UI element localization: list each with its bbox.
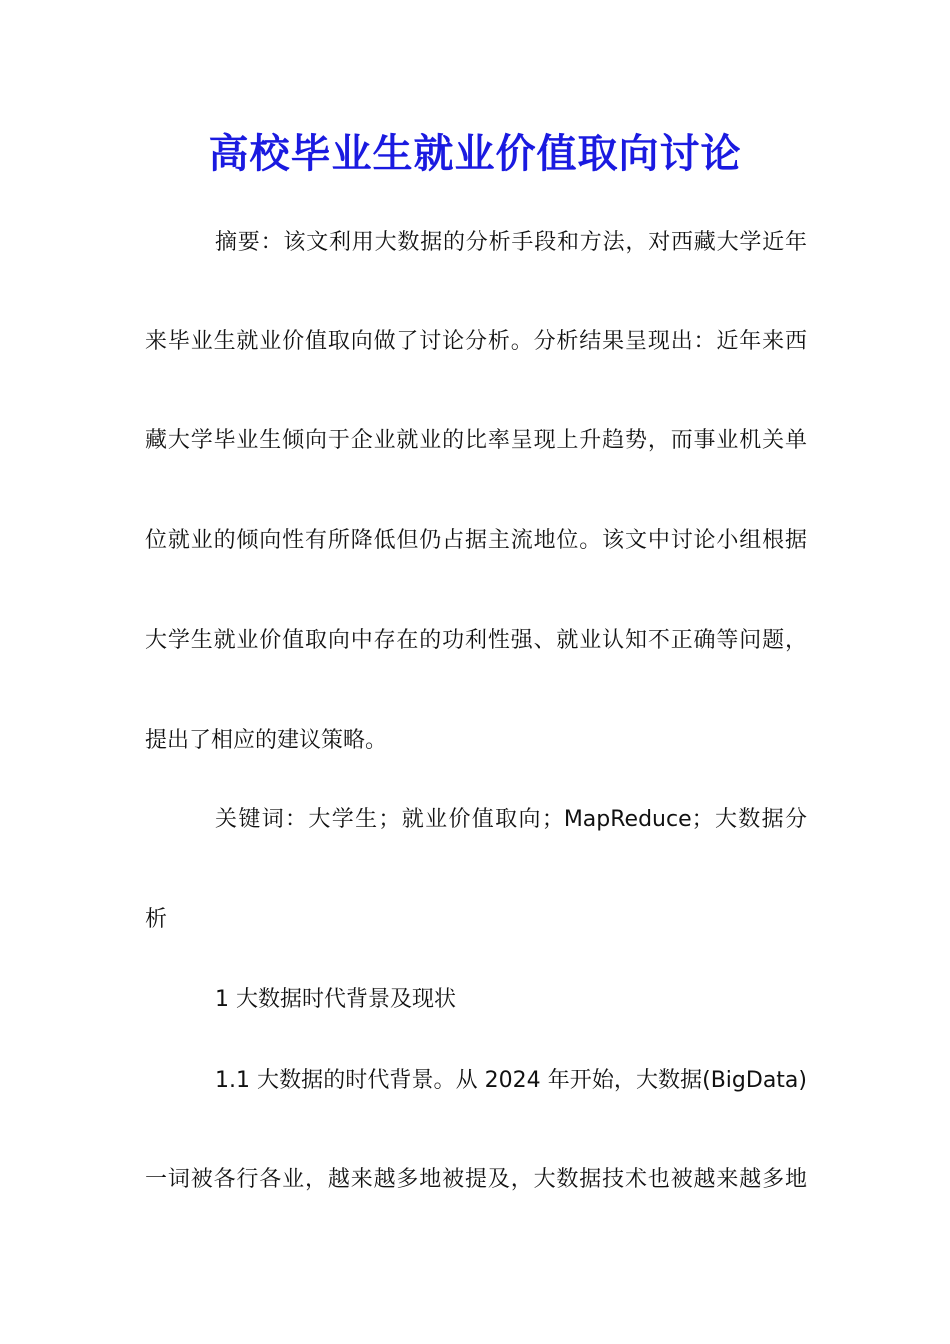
keywords-line: 关键词：大学生；就业价值取向；MapReduce；大数据分 [215,807,807,832]
abstract-line: 藏大学毕业生倾向于企业就业的比率呈现上升趋势，而事业机关单 [145,428,807,453]
keywords-line: 析 [145,907,168,932]
abstract-line: 大学生就业价值取向中存在的功利性强、就业认知不正确等问题， [145,628,807,653]
abstract-line: 来毕业生就业价值取向做了讨论分析。分析结果呈现出：近年来西 [145,329,807,354]
body-line: 1.1 大数据的时代背景。从 2024 年开始，大数据(BigData) [215,1068,807,1093]
section-heading: 1 大数据时代背景及现状 [215,987,456,1012]
abstract-line: 提出了相应的建议策略。 [145,728,388,753]
document-title: 高校毕业生就业价值取向讨论 [208,130,742,177]
body-line: 一词被各行各业，越来越多地被提及，大数据技术也被越来越多地 [145,1167,807,1192]
abstract-line: 摘要：该文利用大数据的分析手段和方法，对西藏大学近年 [215,230,807,255]
abstract-line: 位就业的倾向性有所降低但仍占据主流地位。该文中讨论小组根据 [145,528,807,553]
